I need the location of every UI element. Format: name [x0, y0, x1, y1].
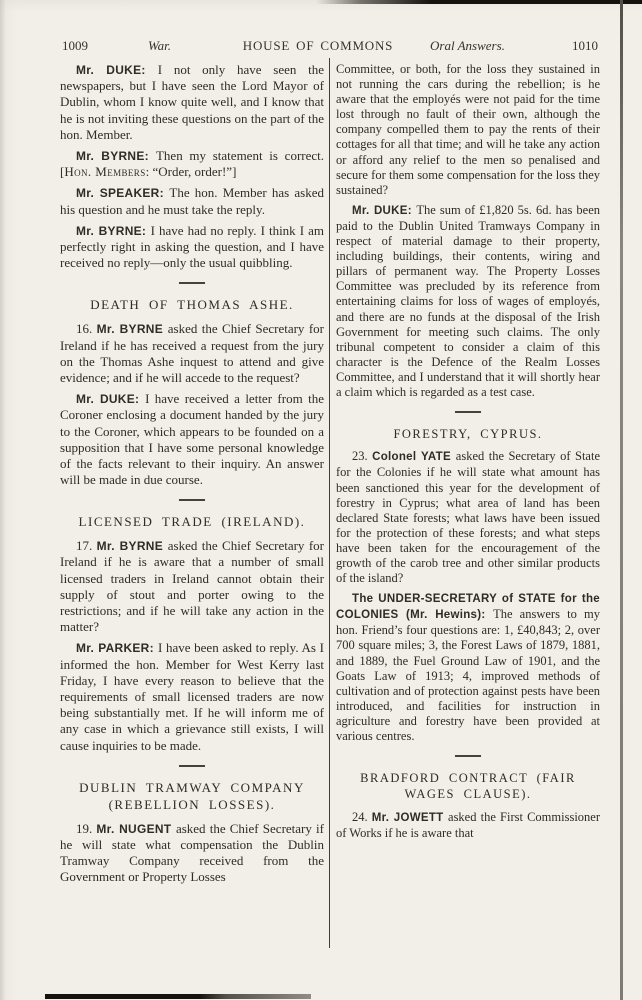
section-divider-rule [179, 765, 205, 767]
section-heading: LICENSED TRADE (IRELAND). [78, 514, 306, 530]
text-run: asked the First Commissioner of Works if he is aware that [336, 809, 600, 840]
continuation-paragraph [336, 62, 600, 198]
question-paragraph [336, 449, 600, 586]
section-heading: BRADFORD CONTRACT (FAIR WAGES CLAUSE). [360, 771, 576, 802]
text-run: I have had no reply. I think I am perfectly right in asking the question, and I have received no reply—only the usual quibbling. [60, 222, 324, 271]
text-run: I have received a letter from the Coroner enclosing a document handed by the jury to the Coroner, which appears to be founded on a supposition that I have some personal knowledge of the facts relevant to their inquiry. An answer will be made in due course. [60, 391, 324, 488]
speech-paragraph [336, 203, 600, 400]
section-divider-rule [179, 282, 205, 284]
question-paragraph [60, 821, 324, 886]
scan-artifact-bottom-bar [45, 994, 311, 999]
section-heading: DEATH OF THOMAS ASHE. [90, 297, 294, 313]
speech-paragraph [60, 62, 324, 143]
section-divider-rule [455, 411, 481, 413]
text-run: asked the Chief Secretary for Ireland if he has received a request from the jury on the Thomas Ashe inquest to attend and give evidence; and if he will accede to the request? [60, 321, 324, 385]
text-run: I have been asked to reply. As I informed the hon. Member for West Kerry last Friday, I have every reason to believe that the requirements of small licensed traders are now being substantially met. If he will inform me of any case in which a grievance still exists, I will cause inquiries to be made. [60, 640, 324, 753]
text-run: Committee, or both, for the loss they sustained in not running the cars during the rebellion; is he aware that the employés were not paid for the time lost through no fault of their own, although the company compelled them to pay the rents of their cottages for all that time; and will he take any action or afford any relief to the men so penalised and secure for them some compensation for the loss they sustained? [336, 62, 600, 197]
scan-artifact-top-bar [316, 0, 642, 4]
speech-paragraph [60, 391, 324, 488]
speech-paragraph [336, 591, 600, 744]
text-run: 24. [352, 809, 372, 824]
text-run: The sum of £1,820 5s. 6d. has been paid to the Dublin United Tramways Company in respect of material damage to their property, including buildings, their contents, wiring and pillars of permanent way. The Property Losses Committee was precluded by its reference from entertaining claims for loss of wages of employés, and there are no funds at the disposal of the Irish Government for meeting such claims. The only tribunal competent to consider a claim of this character is the Defence of the Realm Losses Committee, and I understand that it will shortly hear a claim which is regarded as a test case. [336, 202, 601, 399]
scan-artifact-page-edge [620, 0, 623, 1000]
page-number-right: 1010 [572, 38, 598, 53]
speaker-name: Mr. JOWETT [371, 811, 449, 824]
right-column [336, 62, 600, 846]
column-divider-rule [329, 58, 330, 948]
text-run: asked the Secretary of State for the Colonies if he will state what amount has been sanctioned this year for the development of forestry in Cyprus; what area of land has been declared State forests; what laws have been issued for the protection of these forests; and what steps have been taken for the encouragement of the growth of the carob tree and other similar products of the island? [336, 449, 600, 586]
text-run: 17. [76, 538, 97, 554]
speech-paragraph [60, 185, 324, 217]
text-run: 16. [76, 321, 97, 337]
page-number-left: 1009 [62, 38, 88, 53]
page-title: HOUSE OF COMMONS [242, 38, 394, 53]
speech-paragraph [60, 640, 324, 753]
smallcaps-text: Hon. Members [64, 164, 146, 180]
text-run: asked the Chief Secretary if he will state what compensation the Dublin Tramway Company received from the Government or Property Losses [60, 820, 324, 885]
text-run: I not only have seen the newspapers, but I have seen the Lord Mayor of Dublin, whom I know quite well, and I know that he is not inviting these questions on the part of the hon. Member. [60, 62, 325, 142]
speaker-name: Mr. BYRNE [96, 539, 168, 554]
speaker-name: Mr. SPEAKER: [76, 186, 170, 201]
speaker-name: Mr. DUKE: [76, 392, 146, 407]
speaker-name: The UNDER-SECRETARY of STATE for the COLONIES (Mr. Hewins): [336, 593, 600, 622]
text-run: The hon. Member has asked his question and he must take the reply. [60, 185, 324, 217]
speaker-name: Mr. BYRNE [96, 322, 168, 337]
speaker-name: Mr. BYRNE: [76, 223, 151, 238]
text-run: asked the Chief Secretary for Ireland if he is aware that a number of small licensed traders in Ireland cannot obtain their supply of stout and porter owing to the restrictions; and if he will take any action in the matter? [60, 538, 324, 635]
section-divider-rule [179, 499, 205, 501]
speaker-name: Colonel YATE [372, 451, 456, 464]
question-paragraph [60, 538, 324, 635]
speech-paragraph [60, 223, 324, 272]
speech-paragraph [60, 148, 324, 180]
text-run: : “Order, order!”] [145, 164, 237, 180]
speaker-name: Mr. NUGENT [96, 821, 176, 836]
speaker-name: Mr. DUKE: [352, 204, 417, 217]
speaker-name: Mr. DUKE: [76, 63, 158, 77]
left-column [60, 62, 324, 890]
running-header [0, 38, 642, 55]
running-title-right: Oral Answers. [430, 38, 505, 53]
text-run: 23. [352, 449, 373, 464]
text-run: The answers to my hon. Friend’s four questions are: 1, £40,843; 2, over 700 square miles; 3, the Forest Laws of 1879, 1881, and 1889, the Fuel Ground Law of 1901, and the Goats Law of 1913; 4, improved methods of cultivation and of protection against pests have been introduced, and facilities for instruction in agriculture and forestry have been provided at various centres. [336, 607, 600, 743]
question-paragraph [336, 810, 600, 841]
running-title-left: War. [148, 38, 172, 53]
question-paragraph [60, 321, 324, 386]
section-divider-rule [455, 755, 481, 757]
speaker-name: Mr. PARKER: [76, 641, 158, 656]
text-run: 19. [76, 820, 97, 836]
section-heading: FORESTRY, CYPRUS. [393, 427, 543, 442]
section-heading: DUBLIN TRAMWAY COMPANY (REBELLION LOSSES). [79, 779, 305, 812]
speaker-name: Mr. BYRNE: [76, 149, 156, 164]
text-run: Then my statement is correct. [ [60, 148, 324, 180]
